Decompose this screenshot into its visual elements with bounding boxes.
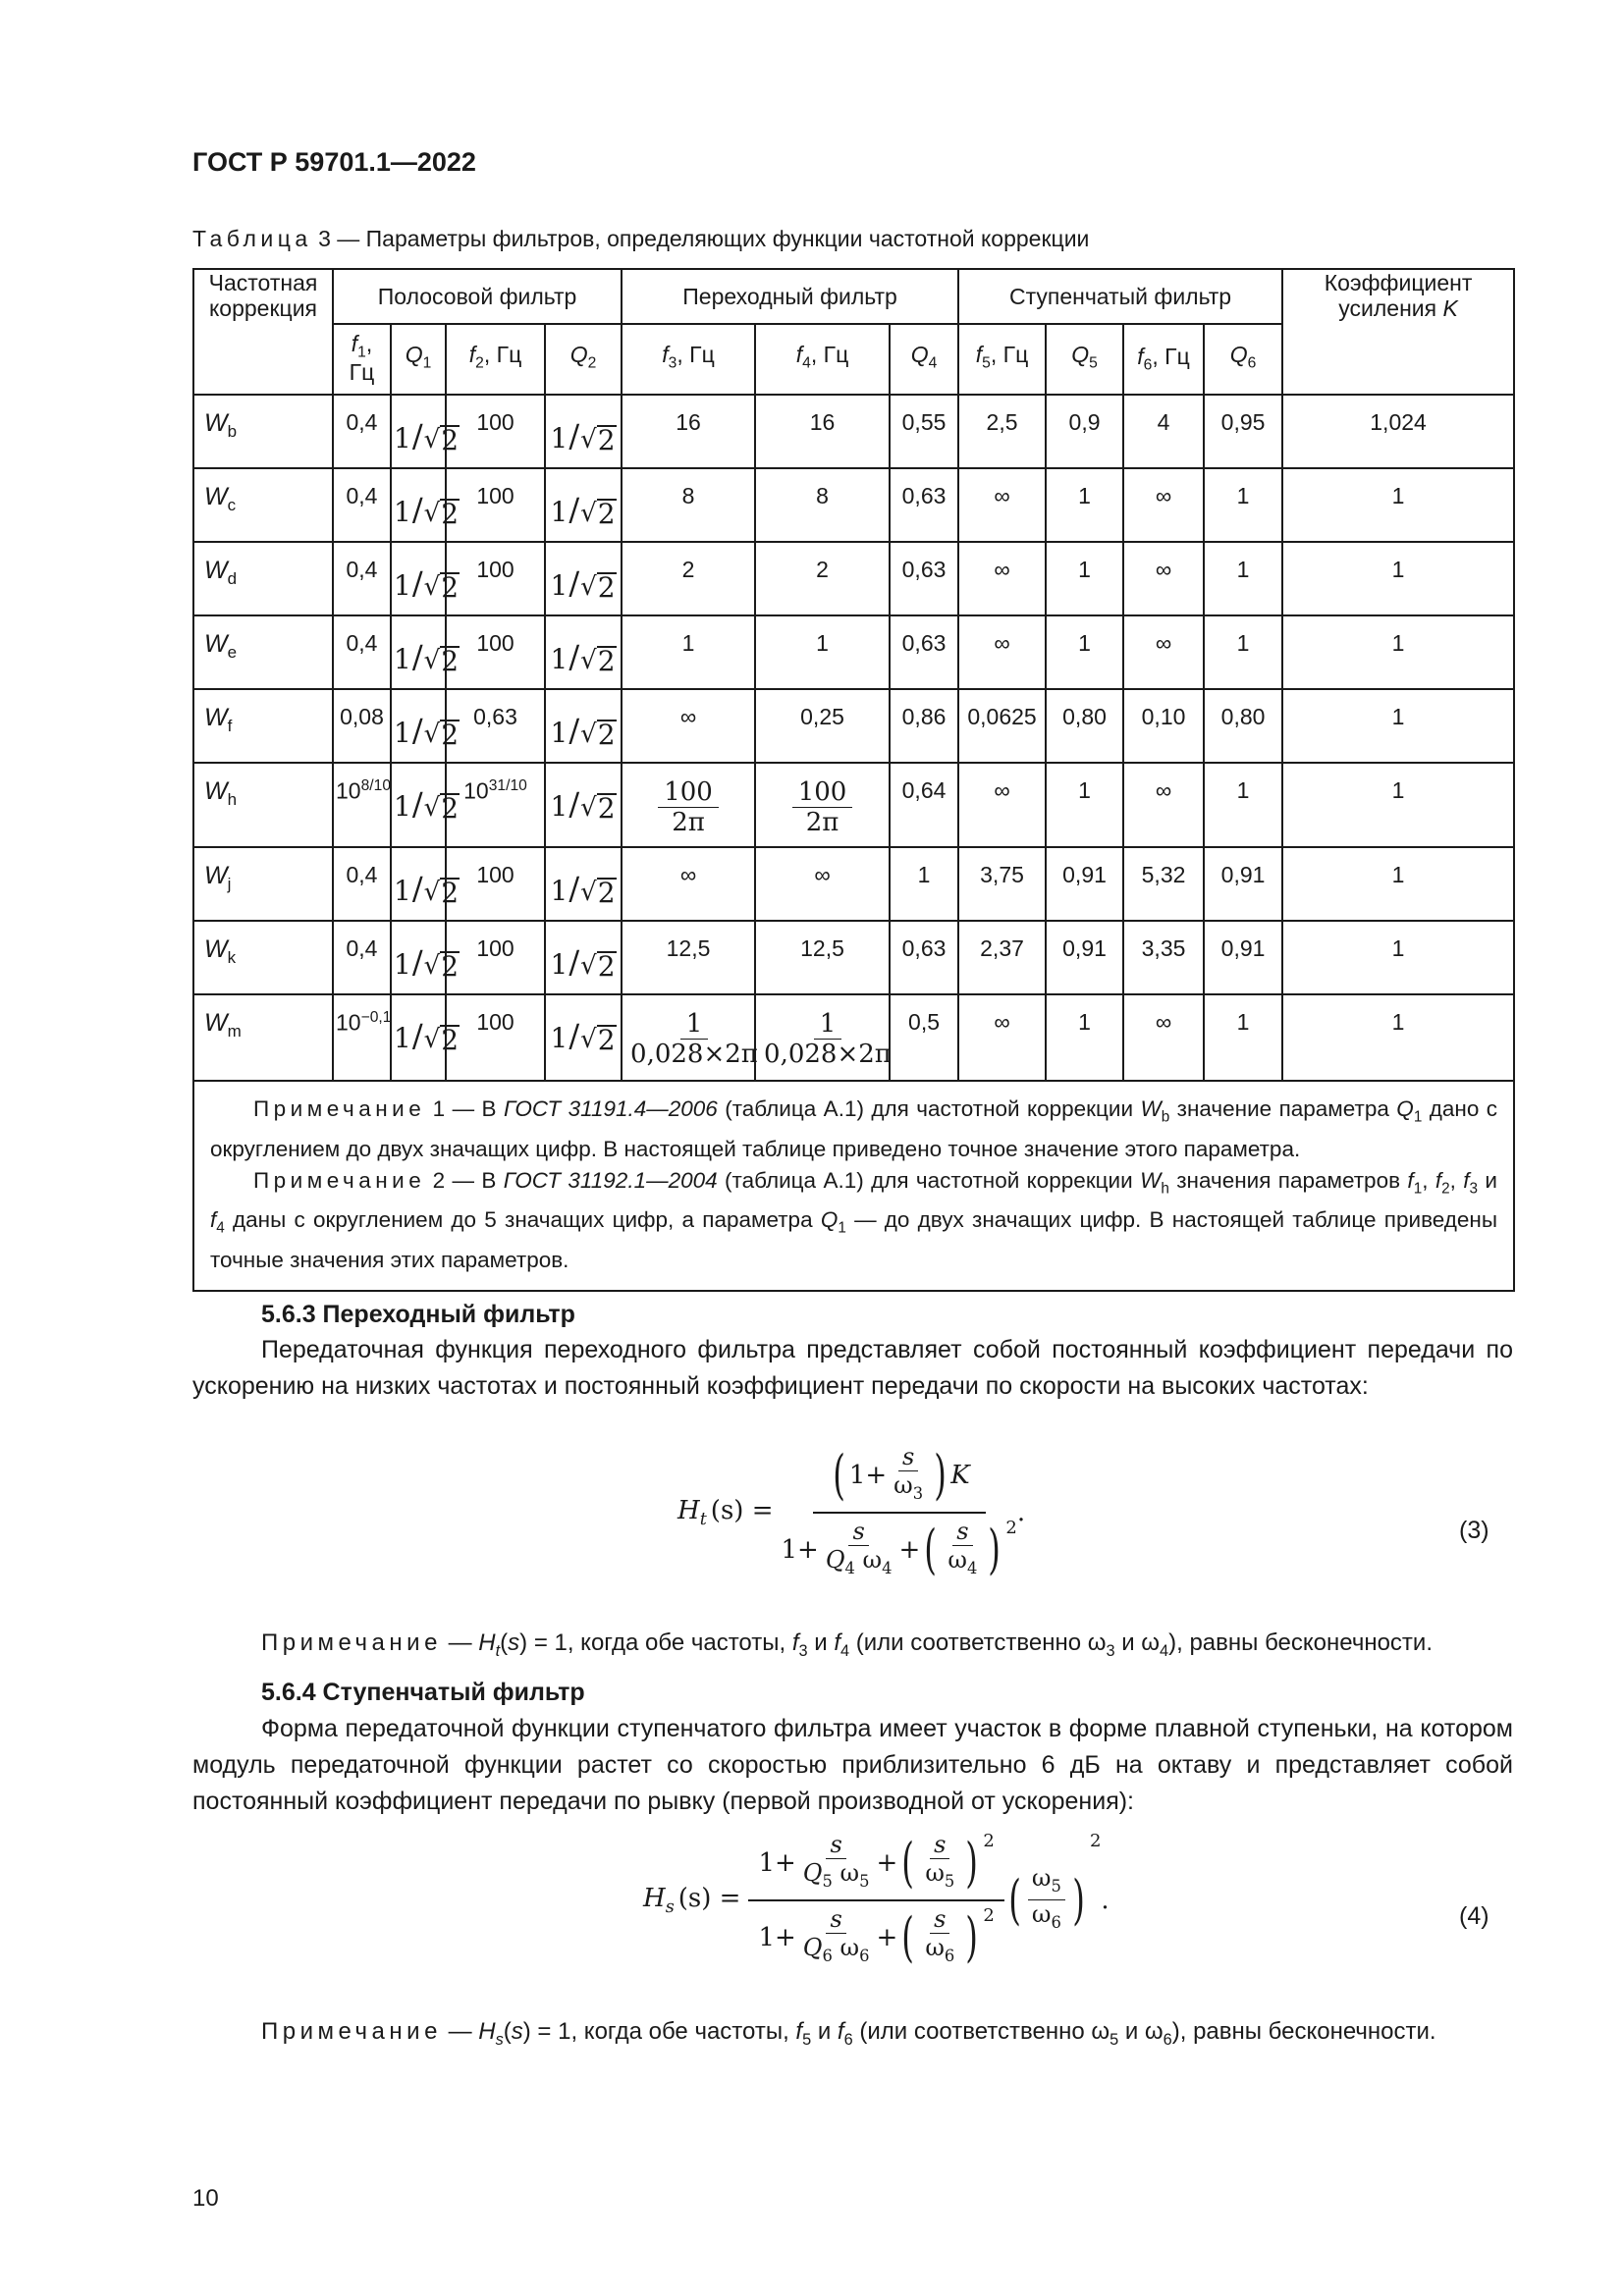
header-f4: $f_4$, Гц xyxy=(755,324,890,395)
header-f6: $f_6$, Гц xyxy=(1123,324,1204,395)
cell-q4: 0,86 xyxy=(890,689,958,763)
header-q1: $Q_1$ xyxy=(391,324,446,395)
header-q2: $Q_2$ xyxy=(545,324,622,395)
page-number: 10 xyxy=(192,2185,219,2212)
cell-q4: 0,63 xyxy=(890,468,958,542)
cell-f5: 2,37 xyxy=(958,921,1046,994)
cell-q6: 1 xyxy=(1204,468,1282,542)
cell-f5: ∞ xyxy=(958,542,1046,615)
table-row xyxy=(193,542,1514,615)
cell-f5: ∞ xyxy=(958,468,1046,542)
cell-q1: 1 / √ 2 xyxy=(391,921,446,994)
cell-f6: ∞ xyxy=(1123,615,1204,689)
cell-f4: $\frac{100}{2\pi}$ xyxy=(755,763,890,847)
cell-q6: 1 xyxy=(1204,542,1282,615)
cell-f3: 12,5 xyxy=(622,921,755,994)
cell-f1: $10^{-0,1}$ xyxy=(333,994,391,1081)
table-row xyxy=(193,395,1514,468)
correction-label: $W_b$ xyxy=(193,395,333,468)
cell-q1: 1 / √ 2 xyxy=(391,994,446,1081)
cell-q6: 0,91 xyxy=(1204,847,1282,921)
table-caption: Таблица 3 — Параметры фильтров, определяющих функции частотной коррекции xyxy=(192,226,1090,251)
section-5-6-3-text: Передаточная функция переходного фильтра представляет собой постоянный коэффициент передачи по ускорению на низких частотах и постоянный коэффициент передачи по скорости на высоких частотах: xyxy=(192,1336,1513,1400)
cell-f6: ∞ xyxy=(1123,994,1204,1081)
cell-q5: 1 xyxy=(1046,763,1123,847)
correction-label: $W_e$ xyxy=(193,615,333,689)
cell-f2: 100 xyxy=(446,615,545,689)
cell-k: 1 xyxy=(1282,468,1514,542)
cell-q4: 0,63 xyxy=(890,615,958,689)
cell-f5: ∞ xyxy=(958,994,1046,1081)
table-note-2: Примечание 2 — В ГОСТ 31192.1—2004 (таблица А.1) для частотной коррекции $W_h$ значения параметров $f_1$, $f_2$, $f_3$ и $f_4$ даны с округлением до 5 значащих цифр, а параметра $Q_1$ — до двух значащих цифр. В настоящей таблице приведены точные значения этих параметров. xyxy=(210,1167,1498,1272)
page-header: ГОСТ Р 59701.1—2022 xyxy=(192,147,476,177)
section-5-6-4-title: 5.6.4 Ступенчатый фильтр xyxy=(261,1679,585,1706)
correction-label: $W_d$ xyxy=(193,542,333,615)
cell-f4: 2 xyxy=(755,542,890,615)
cell-f6: ∞ xyxy=(1123,468,1204,542)
cell-q2: 1 / √ 2 xyxy=(545,921,622,994)
cell-f6: 0,10 xyxy=(1123,689,1204,763)
header-q4: $Q_4$ xyxy=(890,324,958,395)
correction-label: $W_m$ xyxy=(193,994,333,1081)
cell-q5: 1 xyxy=(1046,994,1123,1081)
formula-4-note: Примечание — $H_s(s) = 1$, когда обе частоты, $f_5$ и $f_6$ (или соответственно $\omega_5$ и $\omega_6$), равны бесконечности. xyxy=(261,2018,1436,2049)
cell-q6: 1 xyxy=(1204,615,1282,689)
table-notes xyxy=(193,1081,1514,1291)
cell-f2: 100 xyxy=(446,994,545,1081)
cell-q4: 0,63 xyxy=(890,921,958,994)
header-transition: Переходный фильтр xyxy=(622,269,958,324)
formula-4: $H_s$ (s) = 1+ $\frac{s}{Q_5 \omega_5}$ + ( s $\omega_5$ ) 2 1+ $\frac{s}{Q_6 \omega_6}$ + ( s $\omega_6$ ) 2 ( $\omega_5$ $\omega_6$ ) 2 . xyxy=(643,1831,1110,1968)
cell-f3: 2 xyxy=(622,542,755,615)
cell-q4: 0,5 xyxy=(890,994,958,1081)
correction-label: $W_h$ xyxy=(193,763,333,847)
header-gain: Коэффициент усиления K xyxy=(1282,269,1514,395)
cell-f5: 2,5 xyxy=(958,395,1046,468)
cell-q6: 0,91 xyxy=(1204,921,1282,994)
table-row xyxy=(193,994,1514,1081)
formula-3: $H_t$ (s) = ( 1+ $\frac{s}{\omega_3}$ ) K 1+ $\frac{s}{Q_4 \omega_4}$ + ( s $\omega_4$ ) 2 . xyxy=(677,1443,1026,1580)
cell-f1: 0,08 xyxy=(333,689,391,763)
cell-q5: 1 xyxy=(1046,615,1123,689)
cell-q1: 1 / √ 2 xyxy=(391,847,446,921)
cell-q6: 0,80 xyxy=(1204,689,1282,763)
cell-q2: 1 / √ 2 xyxy=(545,542,622,615)
header-f2: $f_2$, Гц xyxy=(446,324,545,395)
cell-f5: 3,75 xyxy=(958,847,1046,921)
table-row xyxy=(193,921,1514,994)
cell-f3: ∞ xyxy=(622,689,755,763)
cell-f5: ∞ xyxy=(958,763,1046,847)
table-row xyxy=(193,847,1514,921)
cell-q5: 0,91 xyxy=(1046,921,1123,994)
correction-label: $W_f$ xyxy=(193,689,333,763)
cell-q4: 0,55 xyxy=(890,395,958,468)
cell-f3: 16 xyxy=(622,395,755,468)
cell-q5: 0,80 xyxy=(1046,689,1123,763)
cell-f3: $\frac{100}{2\pi}$ xyxy=(622,763,755,847)
cell-f4: ∞ xyxy=(755,847,890,921)
cell-f6: 4 xyxy=(1123,395,1204,468)
header-correction: Частотная коррекция xyxy=(193,269,333,395)
cell-f4: $\frac{1}{0,028\times 2\pi}$ xyxy=(755,994,890,1081)
table-body xyxy=(193,395,1514,1081)
cell-q5: 1 xyxy=(1046,468,1123,542)
cell-f2: 100 xyxy=(446,542,545,615)
cell-f3: $\frac{1}{0,028\times 2\pi}$ xyxy=(622,994,755,1081)
cell-f3: 8 xyxy=(622,468,755,542)
cell-k: 1 xyxy=(1282,542,1514,615)
cell-k: 1 xyxy=(1282,689,1514,763)
cell-q2: 1 / √ 2 xyxy=(545,468,622,542)
table-row xyxy=(193,468,1514,542)
table-row xyxy=(193,689,1514,763)
cell-q6: 1 xyxy=(1204,994,1282,1081)
cell-f2: 100 xyxy=(446,468,545,542)
cell-q5: 0,9 xyxy=(1046,395,1123,468)
header-bandpass: Полосовой фильтр xyxy=(333,269,622,324)
correction-label: $W_j$ xyxy=(193,847,333,921)
cell-f1: 0,4 xyxy=(333,395,391,468)
header-f3: $f_3$, Гц xyxy=(622,324,755,395)
cell-q5: 0,91 xyxy=(1046,847,1123,921)
header-f1: $f_1$, Гц xyxy=(333,324,391,395)
cell-f2: 100 xyxy=(446,395,545,468)
cell-f6: ∞ xyxy=(1123,542,1204,615)
cell-q2: 1 / √ 2 xyxy=(545,689,622,763)
cell-f1: 0,4 xyxy=(333,542,391,615)
cell-f5: ∞ xyxy=(958,615,1046,689)
cell-f2: $10^{31/10}$ xyxy=(446,763,545,847)
header-q5: $Q_5$ xyxy=(1046,324,1123,395)
cell-q1: 1 / √ 2 xyxy=(391,542,446,615)
cell-q2: 1 / √ 2 xyxy=(545,763,622,847)
cell-f3: ∞ xyxy=(622,847,755,921)
section-5-6-3-title: 5.6.3 Переходный фильтр xyxy=(261,1301,575,1328)
cell-f4: 0,25 xyxy=(755,689,890,763)
cell-f4: 8 xyxy=(755,468,890,542)
cell-q2: 1 / √ 2 xyxy=(545,994,622,1081)
cell-q2: 1 / √ 2 xyxy=(545,395,622,468)
cell-q4: 0,63 xyxy=(890,542,958,615)
section-5-6-4-text: Форма передаточной функции ступенчатого фильтра имеет участок в форме плавной ступеньки, на котором модуль передаточной функции растет со скоростью приблизительно 6 дБ на октаву и представляет собой постоянный коэффициент передачи по рывку (первой производной от ускорения): xyxy=(192,1715,1513,1815)
cell-q2: 1 / √ 2 xyxy=(545,615,622,689)
cell-q4: 1 xyxy=(890,847,958,921)
cell-q1: 1 / √ 2 xyxy=(391,615,446,689)
equation-number-4: (4) xyxy=(1459,1902,1489,1930)
header-f5: $f_5$, Гц xyxy=(958,324,1046,395)
table-note-1: Примечание 1 — В ГОСТ 31191.4—2006 (таблица А.1) для частотной коррекции $W_b$ значение параметра $Q_1$ дано с округлением до двух значащих цифр. В настоящей таблице приведено точное значение этого параметра. xyxy=(210,1096,1497,1161)
cell-f4: 16 xyxy=(755,395,890,468)
cell-f2: 0,63 xyxy=(446,689,545,763)
cell-f1: 0,4 xyxy=(333,615,391,689)
cell-q6: 0,95 xyxy=(1204,395,1282,468)
cell-q2: 1 / √ 2 xyxy=(545,847,622,921)
cell-q1: 1 / √ 2 xyxy=(391,763,446,847)
cell-k: 1 xyxy=(1282,921,1514,994)
correction-label: $W_c$ xyxy=(193,468,333,542)
cell-f4: 1 xyxy=(755,615,890,689)
cell-f2: 100 xyxy=(446,921,545,994)
cell-q6: 1 xyxy=(1204,763,1282,847)
cell-k: 1 xyxy=(1282,615,1514,689)
table-row xyxy=(193,763,1514,847)
cell-k: 1 xyxy=(1282,994,1514,1081)
cell-f5: 0,0625 xyxy=(958,689,1046,763)
cell-k: 1 xyxy=(1282,763,1514,847)
cell-q1: 1 / √ 2 xyxy=(391,395,446,468)
cell-f1: $10^{8/10}$ xyxy=(333,763,391,847)
cell-f6: ∞ xyxy=(1123,763,1204,847)
header-step: Ступенчатый фильтр xyxy=(958,269,1282,324)
correction-label: $W_k$ xyxy=(193,921,333,994)
cell-q1: 1 / √ 2 xyxy=(391,689,446,763)
cell-f6: 5,32 xyxy=(1123,847,1204,921)
cell-f1: 0,4 xyxy=(333,921,391,994)
cell-k: 1 xyxy=(1282,847,1514,921)
filter-parameters-table xyxy=(192,268,1515,1292)
cell-q5: 1 xyxy=(1046,542,1123,615)
cell-f6: 3,35 xyxy=(1123,921,1204,994)
cell-f3: 1 xyxy=(622,615,755,689)
cell-q4: 0,64 xyxy=(890,763,958,847)
formula-3-note: Примечание — $H_t(s) = 1$, когда обе частоты, $f_3$ и $f_4$ (или соответственно $\omega_3$ и $\omega_4$), равны бесконечности. xyxy=(261,1629,1433,1660)
equation-number-3: (3) xyxy=(1459,1517,1489,1544)
cell-k: 1,024 xyxy=(1282,395,1514,468)
cell-q1: 1 / √ 2 xyxy=(391,468,446,542)
cell-f2: 100 xyxy=(446,847,545,921)
table-row xyxy=(193,615,1514,689)
cell-f1: 0,4 xyxy=(333,468,391,542)
cell-f1: 0,4 xyxy=(333,847,391,921)
header-q6: $Q_6$ xyxy=(1204,324,1282,395)
cell-f4: 12,5 xyxy=(755,921,890,994)
